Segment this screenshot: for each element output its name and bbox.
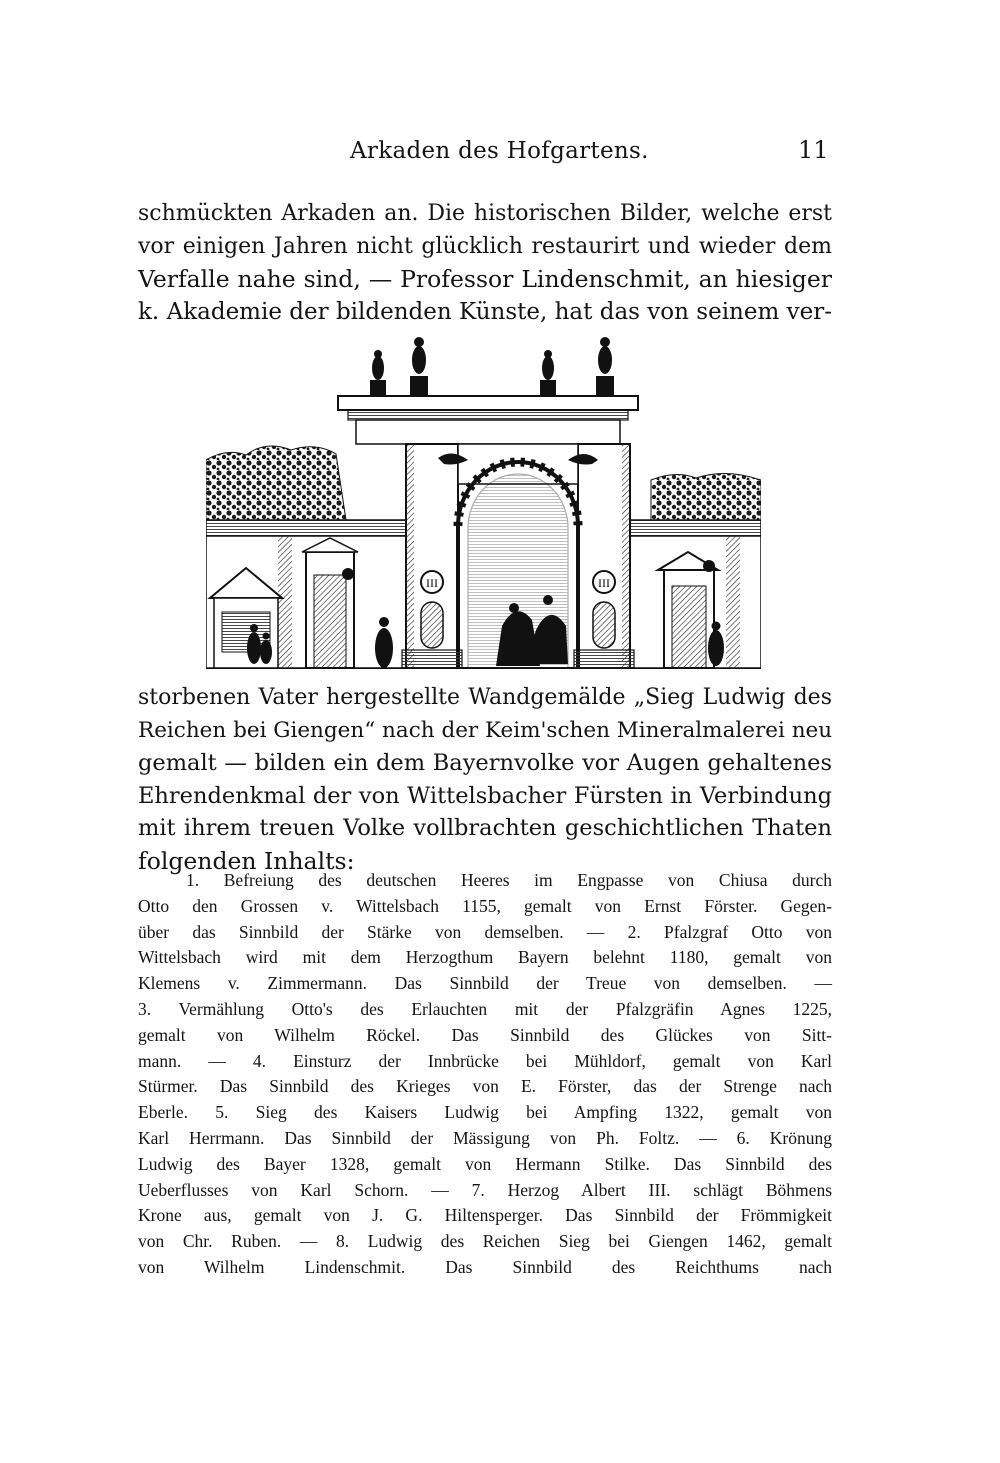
paragraph-2 [138, 682, 832, 878]
list-line: von Chr. Ruben. — 8. Ludwig des Reichen Sieg bei Giengen 1462, gemalt [138, 1231, 832, 1252]
page-number: 11 [798, 136, 829, 164]
text-line: Ehrendenkmal der von Wittelsbacher Fürsten in Verbindung [138, 782, 832, 809]
list-line: Wittelsbach wird mit dem Herzogthum Bayern belehnt 1180, gemalt von [138, 947, 832, 968]
text-line: k. Akademie der bildenden Künste, hat das von seinem ver- [138, 298, 832, 325]
text-line: mit ihrem treuen Volke vollbrachten geschichtlichen Thaten [138, 815, 832, 842]
list-line: 1. Befreiung des deutschen Heeres im Engpasse von Chiusa durch [186, 870, 832, 890]
list-line: Klemens v. Zimmermann. Das Sinnbild der Treue von demselben. — [138, 973, 832, 994]
right-arcade-wall [626, 520, 761, 668]
text-line: storbenen Vater hergestellte Wandgemälde „Sieg Ludwig des [138, 685, 832, 710]
hofgarten-gate-illustration [206, 330, 761, 675]
list-line: 3. Vermählung Otto's des Erlauchten mit der Pfalzgräfin Agnes 1225, [138, 998, 832, 1019]
text-line: schmückten Arkaden an. Die historischen Bilder, welche erst [138, 201, 832, 226]
medallion-right-label: III [598, 576, 610, 590]
text-line: gemalt — bilden ein dem Bayernvolke vor Augen gehaltenes [138, 750, 832, 777]
running-head: Arkaden des Hofgartens. [350, 138, 649, 164]
list-line: gemalt von Wilhelm Röckel. Das Sinnbild des Glückes von Sitt- [138, 1024, 832, 1045]
paragraph-1 [138, 198, 832, 328]
list-line: Stürmer. Das Sinnbild des Krieges von E. Förster, das der Strenge nach [138, 1076, 832, 1097]
list-line: Ludwig des Bayer 1328, gemalt von Hermann Stilke. Das Sinnbild des [138, 1153, 832, 1174]
text-line: folgenden Inhalts: [138, 846, 355, 875]
list-line: von Wilhelm Lindenschmit. Das Sinnbild des Reichthums nach [138, 1256, 832, 1277]
list-line: Ueberflusses von Karl Schorn. — 7. Herzog Albert III. schlägt Böhmens [138, 1179, 832, 1200]
list-line: mann. — 4. Einsturz der Innbrücke bei Mühldorf, gemalt von Karl [138, 1050, 832, 1071]
text-line: Verfalle nahe sind, — Professor Lindenschmit, an hiesiger [138, 265, 832, 294]
text-line: Reichen bei Giengen“ nach der Keim'schen Mineralmalerei neu [138, 717, 833, 743]
list-line: Otto den Grossen v. Wittelsbach 1155, gemalt von Ernst Förster. Gegen- [138, 895, 832, 916]
list-line: Karl Herrmann. Das Sinnbild der Mässigung von Ph. Foltz. — 6. Krönung [138, 1127, 832, 1148]
text-line: vor einigen Jahren nicht glücklich restaurirt und wieder dem [138, 233, 832, 259]
medallion-left-label: III [426, 576, 438, 590]
rooftop-statues [370, 337, 614, 396]
paintings-list [138, 868, 832, 1281]
list-line: Krone aus, gemalt von J. G. Hiltensperger. Das Sinnbild der Frömmigkeit [138, 1205, 832, 1226]
list-line: über das Sinnbild der Stärke von demselben. — 2. Pfalzgraf Otto von [138, 921, 832, 942]
list-line: Eberle. 5. Sieg des Kaisers Ludwig bei Ampfing 1322, gemalt von [138, 1102, 832, 1123]
